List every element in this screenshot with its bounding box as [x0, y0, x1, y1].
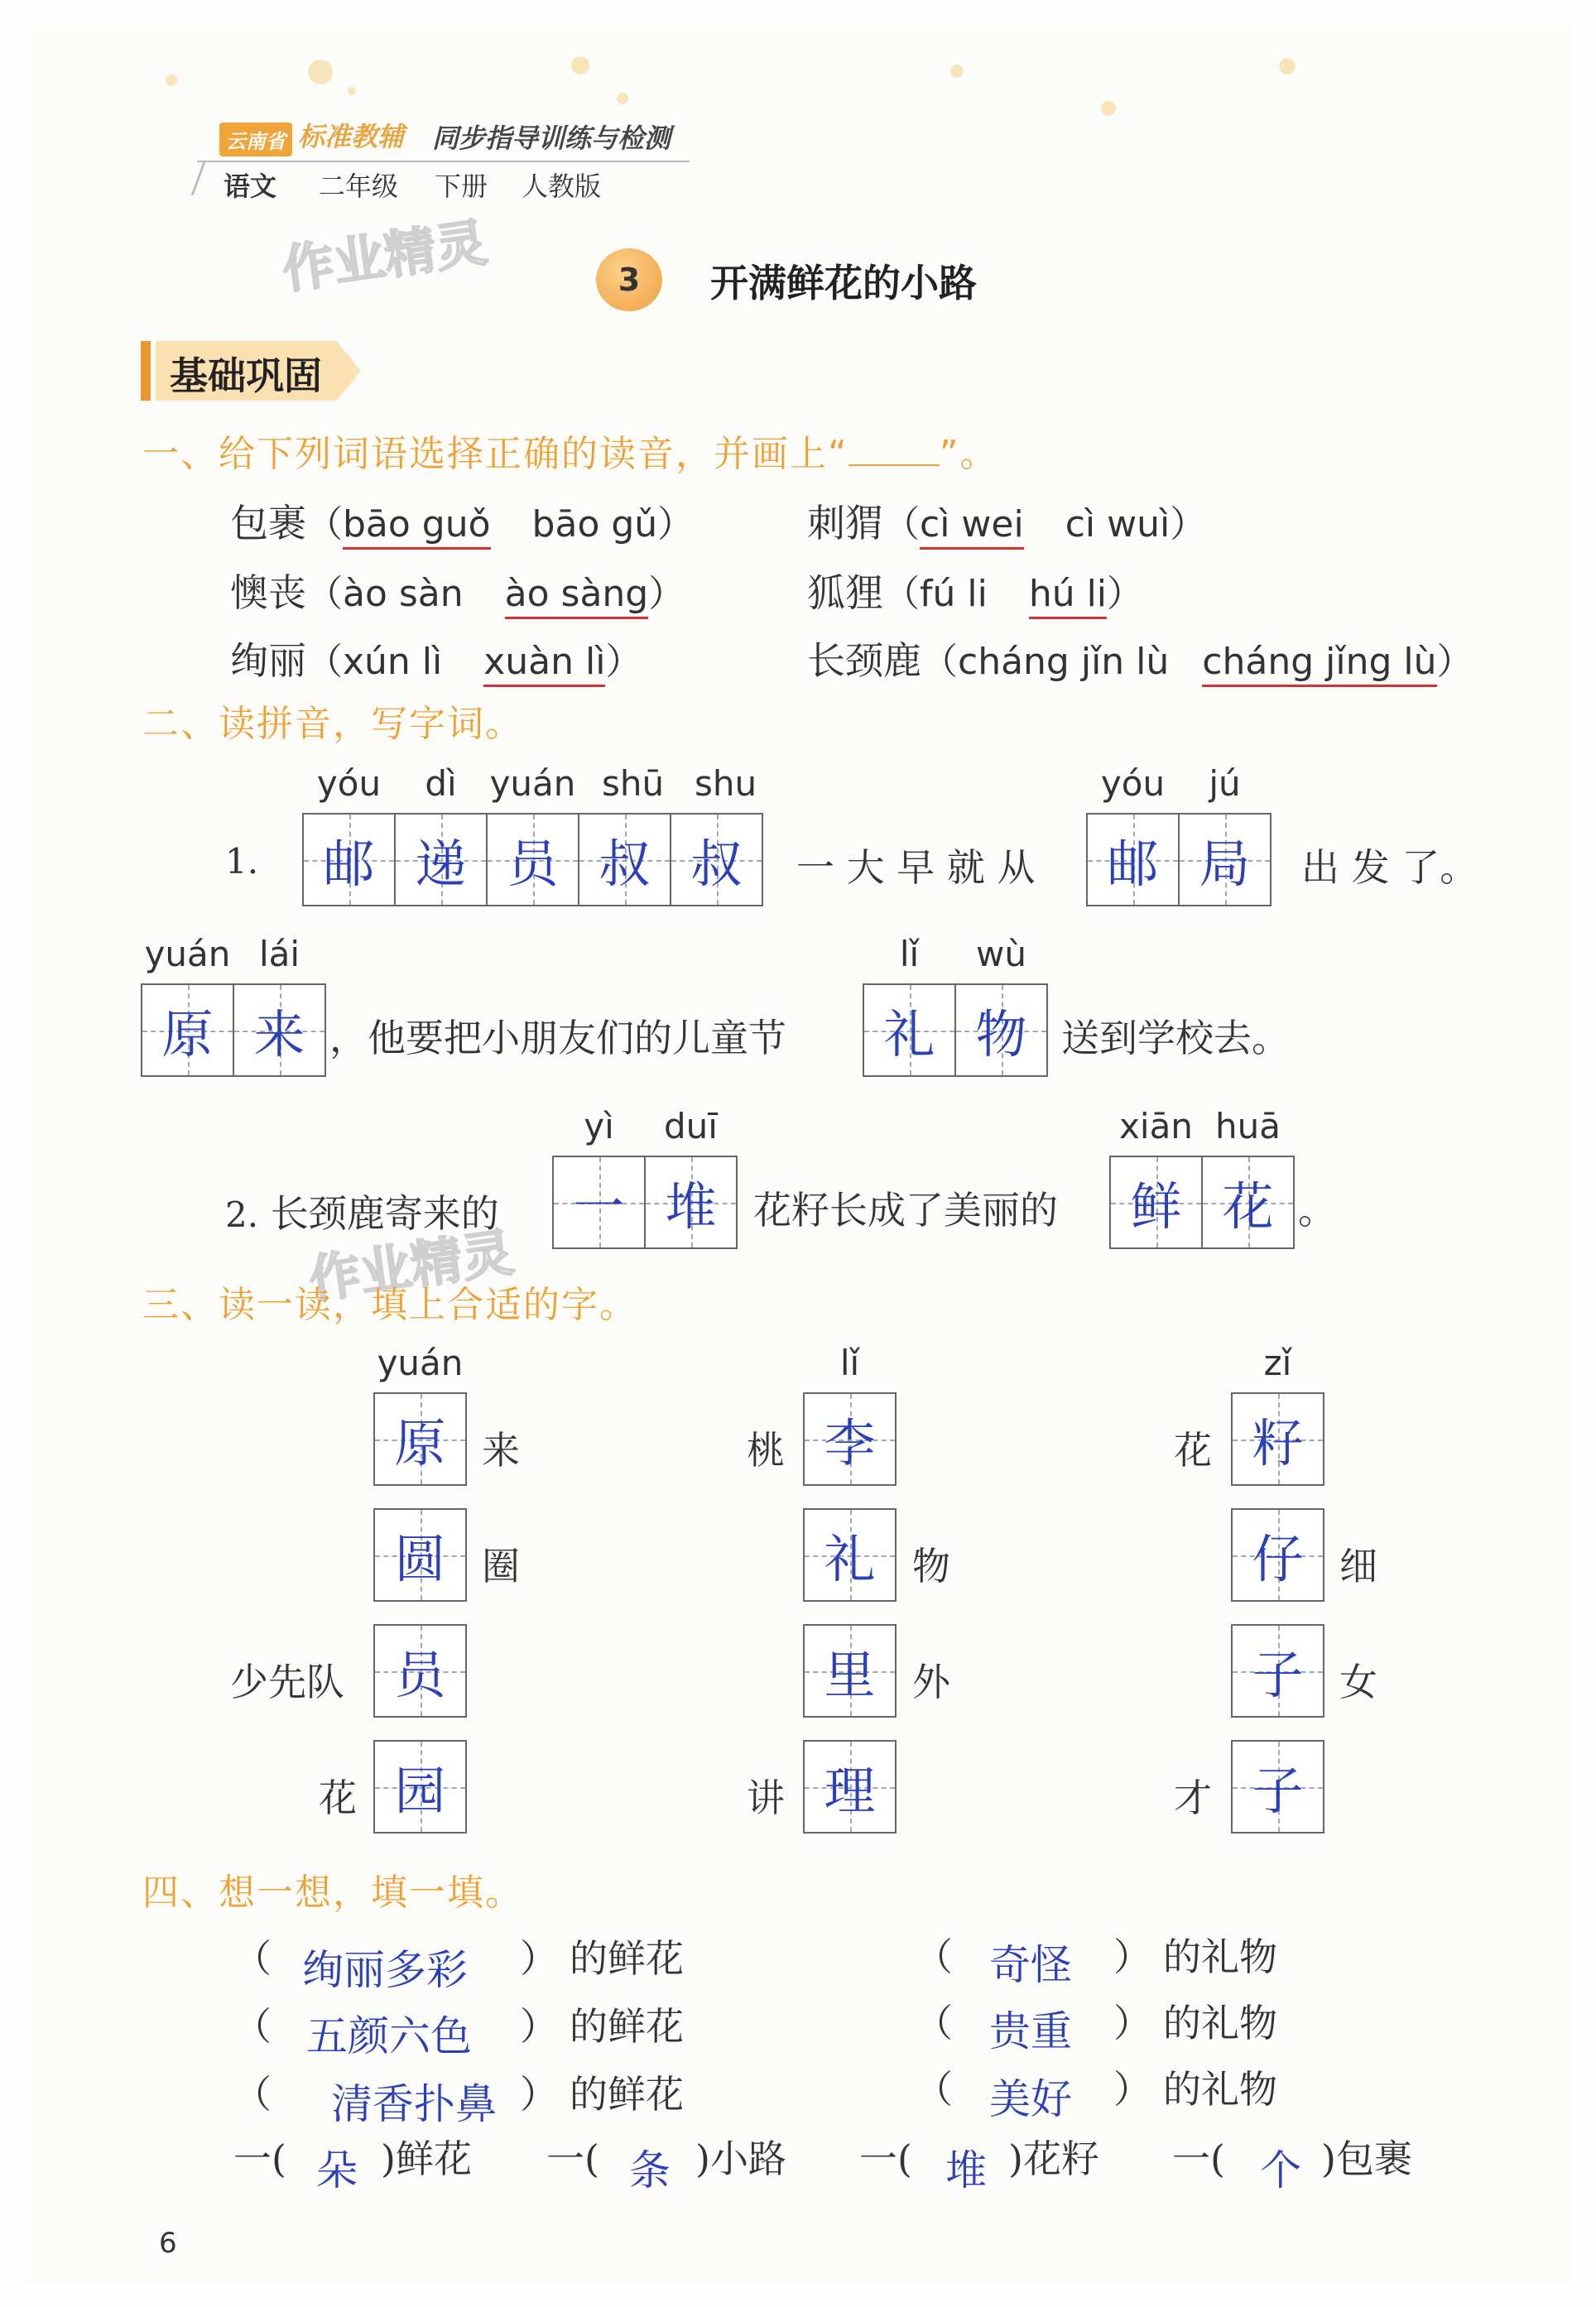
- fill-answer[interactable]: 美好: [989, 2075, 1072, 2123]
- answer-box[interactable]: 里: [803, 1624, 897, 1718]
- fill-answer[interactable]: 贵重: [989, 2007, 1072, 2055]
- answer-box[interactable]: 原: [373, 1392, 467, 1486]
- word-text: 来: [482, 1428, 520, 1473]
- answer-box[interactable]: 来: [233, 983, 326, 1077]
- pinyin-label: lǐ: [839, 1343, 860, 1383]
- question-1-heading: 一、给下列词语选择正确的读音，并画上“ ”。: [142, 433, 998, 475]
- bracket-open: （: [233, 2072, 272, 2117]
- answer-box-group: [552, 1156, 738, 1249]
- pinyin-label: duī: [664, 1106, 718, 1146]
- fill-answer[interactable]: 绚丽多彩: [302, 1946, 468, 1994]
- answer-box[interactable]: 递: [394, 813, 488, 906]
- pinyin-label: yì: [584, 1106, 614, 1146]
- answer-box[interactable]: 物: [954, 983, 1048, 1077]
- brand-badge: 云南省: [219, 123, 292, 156]
- pinyin-label: lái: [258, 934, 300, 974]
- q2-sentence-2-text: 2. 长颈鹿寄来的: [225, 1191, 499, 1236]
- pinyin-label: jú: [1209, 763, 1241, 804]
- pinyin-label: yuán: [377, 1343, 464, 1383]
- answer-box[interactable]: 局: [1178, 813, 1272, 906]
- pinyin-label: yóu: [1100, 763, 1166, 804]
- q1-item-5: 绚丽（xún lì xuàn lì）: [230, 631, 642, 685]
- bracket-close: ）: [1113, 1935, 1151, 1979]
- bracket-close: ）: [520, 1936, 558, 1981]
- pinyin-label: xiān: [1119, 1106, 1193, 1146]
- answer-box[interactable]: 邮: [1086, 813, 1180, 906]
- question-3-heading: 三、读一读，填上合适的字。: [142, 1284, 637, 1326]
- measure-suffix: )包裹: [1321, 2136, 1412, 2181]
- bracket-open: （: [233, 2004, 272, 2049]
- q2-sentence-1-number: 1.: [225, 841, 259, 882]
- answer-box[interactable]: 花: [1201, 1156, 1295, 1249]
- word-text: 细: [1339, 1544, 1377, 1588]
- watermark-top: 作业精灵: [278, 212, 491, 300]
- sentence-text: 送到学校去。: [1061, 1016, 1290, 1060]
- answer-box[interactable]: 叔: [670, 813, 763, 906]
- answer-box[interactable]: 仔: [1231, 1508, 1324, 1602]
- answer-box[interactable]: 叔: [578, 813, 671, 906]
- answer-box-group: [141, 983, 326, 1077]
- sentence-text: 花籽长成了美丽的: [753, 1188, 1058, 1233]
- bracket-open: （: [915, 2001, 953, 2045]
- section-banner-bar: [141, 341, 151, 401]
- bracket-close: ）: [520, 2004, 558, 2049]
- fill-answer[interactable]: 堆: [945, 2146, 987, 2194]
- answer-box[interactable]: 子: [1231, 1624, 1324, 1718]
- answer-box[interactable]: 理: [803, 1740, 897, 1834]
- pinyin-label: dì: [425, 763, 457, 804]
- answer-box[interactable]: 礼: [863, 983, 956, 1077]
- pinyin-label: wù: [976, 934, 1026, 974]
- answer-box[interactable]: 籽: [1231, 1392, 1324, 1486]
- pinyin-label: huā: [1215, 1106, 1281, 1146]
- measure-prefix: 一(: [859, 2136, 912, 2181]
- sentence-text: 一 大 早 就 从: [796, 845, 1036, 890]
- answer-box[interactable]: 堆: [644, 1156, 738, 1249]
- answer-box[interactable]: 鲜: [1109, 1156, 1203, 1249]
- pinyin-label: shū: [601, 763, 665, 804]
- brand-title: 同步指导训练与检测: [432, 123, 671, 154]
- bracket-close: ）: [520, 2072, 558, 2117]
- question-4-heading: 四、想一想，填一填。: [142, 1872, 523, 1914]
- word-text: 花: [1174, 1428, 1212, 1473]
- answer-box-group: [863, 983, 1048, 1077]
- sentence-text: 出 发 了。: [1301, 845, 1478, 890]
- fill-answer[interactable]: 个: [1260, 2146, 1301, 2194]
- sentence-text: ，他要把小朋友们的儿童节: [329, 1016, 786, 1060]
- word-text: 讲: [747, 1776, 785, 1820]
- lesson-number-badge: 3: [596, 248, 662, 311]
- pinyin-label: lǐ: [899, 934, 920, 974]
- word-text: 物: [912, 1544, 950, 1588]
- word-text: 圈: [482, 1544, 520, 1588]
- answer-box[interactable]: 邮: [302, 813, 396, 906]
- lesson-title: 开满鲜花的小路: [710, 261, 977, 305]
- answer-box[interactable]: 子: [1231, 1740, 1324, 1834]
- watermark-middle: 作业精灵: [305, 1222, 517, 1310]
- q1-item-1: 包裹（bāo guǒ bāo gǔ）: [230, 493, 694, 548]
- phrase-text: 的礼物: [1163, 2001, 1277, 2045]
- word-text: 女: [1339, 1660, 1377, 1704]
- bracket-close: ）: [1113, 2001, 1151, 2045]
- brand-name: 标准教辅: [298, 121, 405, 152]
- answer-box[interactable]: 员: [486, 813, 579, 906]
- pinyin-label: shu: [694, 763, 757, 804]
- header-divider: [197, 161, 690, 162]
- grade-label: 二年级: [319, 171, 399, 202]
- fill-answer[interactable]: 朵: [316, 2146, 358, 2194]
- measure-suffix: )鲜花: [381, 2136, 472, 2181]
- pinyin-label: yuán: [489, 763, 576, 804]
- pinyin-label: yuán: [144, 934, 231, 974]
- question-2-heading: 二、读拼音，写字词。: [142, 703, 523, 745]
- phrase-text: 的鲜花: [570, 1936, 684, 1981]
- page-number: 6: [159, 2227, 177, 2260]
- q1-item-4: 狐狸（fú li hú li）: [807, 563, 1143, 618]
- word-text: 外: [912, 1660, 950, 1704]
- answer-box-group: [1086, 813, 1272, 906]
- answer-box-group: [1109, 1156, 1295, 1249]
- fill-answer[interactable]: 清香扑鼻: [331, 2080, 497, 2128]
- section-title: 基础巩固: [170, 353, 322, 398]
- bracket-open: （: [915, 2067, 953, 2112]
- q1-item-2: 刺猬（cì wei cì wuì）: [807, 493, 1206, 548]
- pinyin-label: yóu: [316, 763, 382, 804]
- fill-answer[interactable]: 五颜六色: [306, 2012, 472, 2060]
- answer-box[interactable]: 原: [141, 983, 234, 1077]
- phrase-text: 的礼物: [1163, 1935, 1277, 1979]
- word-text: 花: [319, 1776, 357, 1820]
- volume-label: 下册: [435, 171, 488, 202]
- word-text: 桃: [747, 1428, 785, 1473]
- edition-label: 人教版: [522, 171, 602, 202]
- measure-prefix: 一(: [233, 2136, 286, 2181]
- word-text: 少先队: [230, 1660, 344, 1704]
- answer-box-group: [302, 813, 763, 906]
- answer-box[interactable]: 园: [373, 1740, 467, 1834]
- answer-box[interactable]: 李: [803, 1392, 897, 1486]
- phrase-text: 的鲜花: [570, 2004, 684, 2049]
- q1-item-3: 懊丧（ào sàn ào sàng）: [230, 563, 685, 618]
- sentence-text: 。: [1298, 1188, 1336, 1233]
- measure-prefix: 一(: [1172, 2136, 1225, 2181]
- bracket-open: （: [915, 1935, 953, 1979]
- answer-box[interactable]: 员: [373, 1624, 467, 1718]
- answer-box[interactable]: 礼: [803, 1508, 897, 1602]
- bracket-open: （: [233, 1936, 272, 1981]
- q1-item-6: 长颈鹿（cháng jǐn lù cháng jǐng lù）: [807, 631, 1473, 685]
- fill-answer[interactable]: 条: [629, 2146, 671, 2194]
- measure-prefix: 一(: [546, 2136, 599, 2181]
- answer-box[interactable]: 一: [552, 1156, 646, 1249]
- pinyin-label: zǐ: [1263, 1343, 1292, 1383]
- phrase-text: 的鲜花: [570, 2072, 684, 2117]
- word-text: 才: [1174, 1776, 1212, 1820]
- answer-box[interactable]: 圆: [373, 1508, 467, 1602]
- measure-suffix: )小路: [695, 2136, 786, 2181]
- subject-label: 语文: [224, 171, 277, 202]
- measure-suffix: )花籽: [1008, 2136, 1099, 2181]
- phrase-text: 的礼物: [1163, 2067, 1277, 2112]
- bracket-close: ）: [1113, 2067, 1151, 2112]
- fill-answer[interactable]: 奇怪: [989, 1941, 1072, 1989]
